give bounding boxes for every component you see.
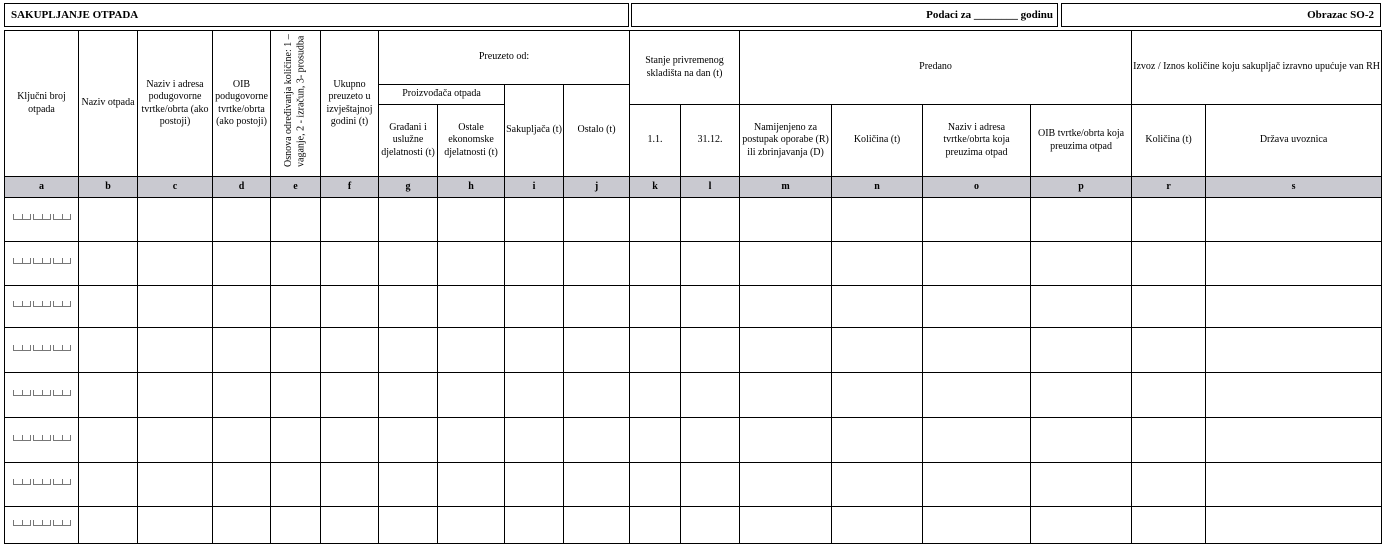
waste-code-cell[interactable] (5, 507, 79, 544)
column-letter: k (630, 177, 681, 198)
data-cell[interactable] (213, 198, 271, 242)
data-cell[interactable] (1206, 373, 1382, 418)
data-cell[interactable] (1206, 198, 1382, 242)
data-cell[interactable] (213, 286, 271, 328)
data-cell[interactable] (271, 373, 321, 418)
data-cell[interactable] (79, 198, 138, 242)
header-izvoz: Izvoz / Iznos količine koju sakupljač izravno upućuje van RH (1132, 31, 1382, 105)
data-cell[interactable] (379, 328, 438, 373)
data-cell[interactable] (271, 418, 321, 463)
waste-code-cell[interactable] (5, 373, 79, 418)
data-cell[interactable] (564, 242, 630, 286)
waste-code-boxes (13, 434, 71, 447)
data-cell[interactable] (832, 373, 923, 418)
data-cell[interactable] (630, 328, 681, 373)
data-cell[interactable] (213, 463, 271, 507)
data-cell[interactable] (1132, 507, 1206, 544)
data-cell[interactable] (832, 418, 923, 463)
data-cell[interactable] (321, 418, 379, 463)
data-cell[interactable] (138, 418, 213, 463)
column-letter: e (271, 177, 321, 198)
data-cell[interactable] (79, 418, 138, 463)
data-cell[interactable] (1132, 418, 1206, 463)
column-letter: l (681, 177, 740, 198)
data-cell[interactable] (271, 507, 321, 544)
data-cell[interactable] (681, 373, 740, 418)
data-cell[interactable] (505, 286, 564, 328)
data-cell[interactable] (630, 373, 681, 418)
header-predano: Predano (740, 31, 1132, 105)
data-cell[interactable] (1031, 286, 1132, 328)
data-cell[interactable] (1206, 286, 1382, 328)
data-cell[interactable] (681, 507, 740, 544)
data-cell[interactable] (923, 328, 1031, 373)
data-cell[interactable] (438, 418, 505, 463)
column-letters-row (5, 177, 1382, 198)
data-cell[interactable] (438, 373, 505, 418)
data-cell[interactable] (438, 463, 505, 507)
header-drzava-uvoznica: Država uvoznica (1206, 105, 1382, 177)
data-cell[interactable] (1206, 418, 1382, 463)
waste-code-boxes (13, 300, 71, 313)
data-cell[interactable] (681, 242, 740, 286)
data-cell[interactable] (630, 198, 681, 242)
data-cell[interactable] (740, 242, 832, 286)
data-cell[interactable] (681, 328, 740, 373)
column-letter: h (438, 177, 505, 198)
data-cell[interactable] (832, 328, 923, 373)
column-letter: n (832, 177, 923, 198)
data-cell[interactable] (321, 507, 379, 544)
data-cell[interactable] (379, 373, 438, 418)
data-cell[interactable] (1031, 373, 1132, 418)
data-cell[interactable] (1206, 242, 1382, 286)
header-namijenjeno: Namijenjeno za postupak oporabe (R) ili zbrinjavanja (D) (740, 105, 832, 177)
data-cell[interactable] (564, 328, 630, 373)
table-row (5, 373, 1382, 418)
data-cell[interactable] (740, 463, 832, 507)
data-cell[interactable] (138, 463, 213, 507)
data-cell[interactable] (79, 328, 138, 373)
waste-code-cell[interactable] (5, 418, 79, 463)
data-cell[interactable] (740, 328, 832, 373)
data-cell[interactable] (505, 198, 564, 242)
data-cell[interactable] (438, 507, 505, 544)
data-cell[interactable] (271, 286, 321, 328)
header-ostale-djelatnosti: Ostale ekonomske djelatnosti (t) (438, 105, 505, 177)
waste-code-boxes (13, 519, 71, 532)
column-letter: j (564, 177, 630, 198)
header-date-31-12: 31.12. (681, 105, 740, 177)
data-cell[interactable] (505, 463, 564, 507)
reporting-year (631, 3, 1058, 27)
data-cell[interactable] (832, 507, 923, 544)
data-cell[interactable] (1132, 198, 1206, 242)
header-gradani: Građani i uslužne djelatnosti (t) (379, 105, 438, 177)
data-cell[interactable] (138, 328, 213, 373)
table-row (5, 418, 1382, 463)
data-cell[interactable] (681, 198, 740, 242)
data-cell[interactable] (1132, 463, 1206, 507)
waste-code-cell[interactable] (5, 198, 79, 242)
data-cell[interactable] (630, 463, 681, 507)
data-cell[interactable] (438, 198, 505, 242)
data-cell[interactable] (271, 328, 321, 373)
data-cell[interactable] (505, 373, 564, 418)
data-cell[interactable] (379, 242, 438, 286)
data-cell[interactable] (505, 418, 564, 463)
data-cell[interactable] (321, 198, 379, 242)
data-cell[interactable] (923, 463, 1031, 507)
data-cell[interactable] (79, 507, 138, 544)
table-row (5, 328, 1382, 373)
data-cell[interactable] (379, 286, 438, 328)
data-cell[interactable] (1206, 328, 1382, 373)
data-cell[interactable] (213, 328, 271, 373)
header-ukupno-preuzeto: Ukupno preuzeto u izvještajnoj godini (t) (321, 31, 379, 177)
data-cell[interactable] (740, 507, 832, 544)
form-code (1061, 3, 1381, 27)
data-cell[interactable] (321, 373, 379, 418)
data-cell[interactable] (79, 242, 138, 286)
data-cell[interactable] (832, 286, 923, 328)
column-letter: d (213, 177, 271, 198)
header-kolicina-predano: Količina (t) (832, 105, 923, 177)
column-letter: c (138, 177, 213, 198)
header-stanje-skladista: Stanje privremenog skladišta na dan (t) (630, 31, 740, 105)
data-cell[interactable] (321, 242, 379, 286)
column-letter: g (379, 177, 438, 198)
data-cell[interactable] (832, 242, 923, 286)
data-cell[interactable] (213, 418, 271, 463)
data-cell[interactable] (438, 242, 505, 286)
header-naziv-podugovorne: Naziv i adresa podugovorne tvrtke/obrta (ako postoji) (138, 31, 213, 177)
form-code-text: Obrazac SO-2 (1307, 9, 1374, 21)
data-cell[interactable] (1132, 286, 1206, 328)
header-sakupljaca: Sakupljača (t) (505, 85, 564, 177)
waste-code-cell[interactable] (5, 242, 79, 286)
data-cell[interactable] (564, 463, 630, 507)
data-cell[interactable] (213, 507, 271, 544)
data-cell[interactable] (630, 242, 681, 286)
data-cell[interactable] (1206, 463, 1382, 507)
data-cell[interactable] (1206, 507, 1382, 544)
data-cell[interactable] (630, 418, 681, 463)
data-cell[interactable] (923, 198, 1031, 242)
header-osnova-text: Osnova određivanja količine: 1 – vaganje, 2 - izračun, 3- prosudba (283, 34, 307, 168)
data-cell[interactable] (740, 198, 832, 242)
data-cell[interactable] (681, 286, 740, 328)
data-cell[interactable] (740, 286, 832, 328)
data-cell[interactable] (1132, 328, 1206, 373)
data-cell[interactable] (505, 328, 564, 373)
column-letter: o (923, 177, 1031, 198)
form-title-text: SAKUPLJANJE OTPADA (11, 9, 139, 21)
data-cell[interactable] (213, 373, 271, 418)
header-oib-preuzima: OIB tvrtke/obrta koja preuzima otpad (1031, 105, 1132, 177)
header-osnova-odredivanja (271, 31, 321, 177)
table-row (5, 463, 1382, 507)
data-cell[interactable] (832, 198, 923, 242)
waste-code-boxes (13, 478, 71, 491)
table-row (5, 242, 1382, 286)
data-cell[interactable] (1031, 328, 1132, 373)
header-kolicina-izvoz: Količina (t) (1132, 105, 1206, 177)
data-cell[interactable] (379, 463, 438, 507)
data-cell[interactable] (321, 286, 379, 328)
data-cell[interactable] (681, 463, 740, 507)
data-cell[interactable] (379, 507, 438, 544)
data-cell[interactable] (271, 463, 321, 507)
reporting-year-text: Podaci za ________ godinu (926, 9, 1053, 21)
data-cell[interactable] (681, 418, 740, 463)
table-row (5, 198, 1382, 242)
data-cell[interactable] (213, 242, 271, 286)
data-cell[interactable] (923, 242, 1031, 286)
data-cell[interactable] (630, 507, 681, 544)
data-cell[interactable] (438, 328, 505, 373)
data-cell[interactable] (564, 286, 630, 328)
header-oib-podugovorne: OIB podugovorne tvrtke/obrta (ako postoji) (213, 31, 271, 177)
column-letter: a (5, 177, 79, 198)
data-cell[interactable] (564, 507, 630, 544)
data-cell[interactable] (138, 373, 213, 418)
table-row (5, 286, 1382, 328)
waste-code-cell[interactable] (5, 463, 79, 507)
data-cell[interactable] (832, 463, 923, 507)
data-cell[interactable] (1132, 373, 1206, 418)
waste-collection-table (4, 30, 1382, 544)
data-cell[interactable] (321, 328, 379, 373)
waste-code-boxes (13, 213, 71, 226)
data-cell[interactable] (1031, 198, 1132, 242)
data-cell[interactable] (138, 286, 213, 328)
data-cell[interactable] (138, 507, 213, 544)
data-cell[interactable] (79, 286, 138, 328)
data-cell[interactable] (564, 418, 630, 463)
data-cell[interactable] (438, 286, 505, 328)
waste-code-cell[interactable] (5, 328, 79, 373)
header-date-1-1: 1.1. (630, 105, 681, 177)
data-cell[interactable] (1132, 242, 1206, 286)
data-cell[interactable] (321, 463, 379, 507)
data-cell[interactable] (1031, 242, 1132, 286)
data-cell[interactable] (923, 373, 1031, 418)
waste-code-boxes (13, 344, 71, 357)
column-letter: f (321, 177, 379, 198)
data-cell[interactable] (379, 198, 438, 242)
column-letter: r (1132, 177, 1206, 198)
data-cell[interactable] (923, 286, 1031, 328)
data-cell[interactable] (740, 418, 832, 463)
data-cell[interactable] (564, 198, 630, 242)
data-cell[interactable] (379, 418, 438, 463)
data-cell[interactable] (1031, 418, 1132, 463)
column-letter: s (1206, 177, 1382, 198)
data-cell[interactable] (1031, 507, 1132, 544)
column-letter: m (740, 177, 832, 198)
data-cell[interactable] (138, 242, 213, 286)
header-naziv-otpada: Naziv otpada (79, 31, 138, 177)
data-cell[interactable] (564, 373, 630, 418)
column-letter: p (1031, 177, 1132, 198)
waste-code-boxes (13, 257, 71, 270)
data-cell[interactable] (740, 373, 832, 418)
column-letter: b (79, 177, 138, 198)
data-cell[interactable] (79, 373, 138, 418)
data-cell[interactable] (79, 463, 138, 507)
header-preuzeto-od: Preuzeto od: (379, 31, 630, 85)
waste-code-boxes (13, 389, 71, 402)
data-cell[interactable] (923, 507, 1031, 544)
header-naziv-preuzima: Naziv i adresa tvrtke/obrta koja preuzima otpad (923, 105, 1031, 177)
data-cell[interactable] (138, 198, 213, 242)
data-cell[interactable] (505, 242, 564, 286)
table-row (5, 507, 1382, 544)
header-kljucni-broj: Ključni broj otpada (5, 31, 79, 177)
form-title (4, 3, 629, 27)
data-cell[interactable] (1031, 463, 1132, 507)
data-cell[interactable] (505, 507, 564, 544)
waste-code-cell[interactable] (5, 286, 79, 328)
column-letter: i (505, 177, 564, 198)
data-cell[interactable] (271, 242, 321, 286)
header-ostalo: Ostalo (t) (564, 85, 630, 177)
data-cell[interactable] (630, 286, 681, 328)
data-cell[interactable] (271, 198, 321, 242)
data-cell[interactable] (923, 418, 1031, 463)
header-proizvodaca-otpada: Proizvođača otpada (379, 85, 505, 105)
